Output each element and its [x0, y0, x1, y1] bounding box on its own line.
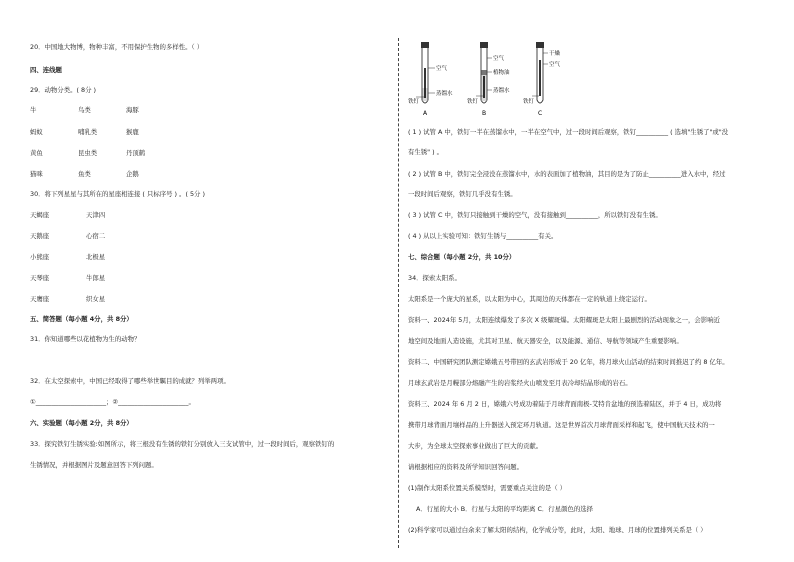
question-33-line-1: 33．探究铁钉生锈实验:如图所示，将三根没有生锈的铁钉分别放入三支试管中，过一段时间后，观察铁钉的 — [30, 440, 335, 448]
material-2-line-2: 月球玄武岩是月幔部分熔融产生的岩浆经火山喷发至月表冷却结晶形成的岩石。 — [408, 379, 632, 387]
section-4-title: 四、连线题 — [30, 66, 62, 74]
label-air-b: 空气 — [493, 56, 505, 62]
question-34: 34．探索太阳系。 — [408, 274, 461, 282]
question-33-4: ( 4 ) 从以上实验可知：铁钉生锈与__________有关。 — [408, 232, 558, 240]
star-row: 天蝎座 天津四 — [30, 211, 106, 219]
label-oil-b: 植物油 — [493, 70, 510, 76]
section-5-title: 五、简答题（每小题 4分，共 8分） — [30, 315, 133, 323]
material-3-line-1: 资料三、2024 年 6 月 2 日，嫦娥六号成功着陆于月球背面南极-艾特肯盆地的预选着陆区，并于 4 日，成功将 — [408, 400, 722, 408]
sub-question-1: (1)制作太阳系位置关系模型时，需要重点关注的是（ ） — [408, 484, 567, 492]
section-6-title: 六、实验题（每小题 2分，共 8分） — [30, 419, 133, 427]
star-row: 小熊座 北极星 — [30, 253, 106, 261]
material-2-line-1: 资料二、中国研究团队测定嫦娥五号带回的玄武岩形成于 20 亿年，将月球火山活动的结束时间推迟了约 8 亿年。 — [408, 358, 729, 366]
material-3-line-2: 携带月球背面月壤样品的上升器送入预定环月轨道。这是世界首次月球背面采样和起飞，使中国航天技术的一 — [408, 421, 715, 429]
label-water-a: 蒸馏水 — [436, 91, 453, 97]
label-nail-b: 铁钉 — [467, 99, 479, 105]
right-column — [408, 0, 778, 562]
label-nail-a: 铁钉 — [408, 99, 420, 105]
test-tube-c — [523, 42, 561, 117]
question-33-2-line-2: 一段时间后观察，铁钉几乎没有生锈。 — [408, 190, 517, 198]
section-7-title: 七、综合题（每小题 2分，共 10分） — [408, 253, 516, 261]
label-air-a: 空气 — [436, 66, 448, 72]
question-32-blanks: ①______________________；②______________________。 — [30, 398, 195, 406]
question-33-3: ( 3 ) 试管 C 中，铁钉只接触到干燥的空气，没有接触到__________，所以铁钉没有生锈。 — [408, 211, 662, 219]
label-air-c: 空气 — [549, 62, 561, 68]
animal-row: 黄鱼 昆虫类 丹顶鹤 — [30, 149, 146, 157]
intro-paragraph: 太阳系是一个庞大的星系，以太阳为中心，其周边的天体都在一定的轨道上绕定运行。 — [408, 295, 651, 303]
star-row: 天鹰座 织女星 — [30, 295, 106, 303]
test-tube-a — [408, 42, 453, 117]
label-nail-c: 铁钉 — [523, 99, 535, 105]
tube-label-a: A — [423, 110, 428, 117]
animal-row: 猫咪 鱼类 企鹅 — [30, 170, 139, 178]
sub-question-2: (2)科学家可以通过白余来了解太阳的结构，化学成分等，此时，太阳、地球、月球的位置排列关系是（ ） — [408, 526, 707, 534]
material-1-line-1: 资料一、2024年 5月，太阳连续爆发了多次 X 级耀斑爆。太阳耀斑是太阳上最剧烈的活动现象之一，会影响近 — [408, 316, 720, 324]
tube-label-b: B — [482, 110, 487, 117]
material-3-line-3: 大步，为全球太空探索事业做出了巨大的贡献。 — [408, 442, 543, 450]
question-33-1-line-1: ( 1 ) 试管 A 中，铁钉一半在蒸馏水中，一半在空气中，过一段时间后观察，铁钉__________ ( 选填"生锈了"或"没 — [408, 128, 729, 136]
question-33-1-line-2: 有生锈" ) 。 — [408, 148, 444, 156]
label-water-b: 蒸馏水 — [493, 88, 510, 94]
question-33-2-line-1: ( 2 ) 试管 B 中，铁钉完全浸没在蒸馏水中，水的表面加了植物油，其目的是为了防止__________进入水中，经过 — [408, 170, 726, 178]
animal-row: 蚂蚁 哺乳类 猴鹿 — [30, 128, 139, 136]
question-32: 32．在太空探索中，中国已经取得了哪些举世瞩目的成就？列举两项。 — [30, 377, 230, 385]
instruction: 请根据相应的资料及所学知识回答问题。 — [408, 463, 524, 471]
question-31: 31．你知道哪些以花植物为生的动物？ — [30, 335, 141, 343]
sub-question-1-options: A．行星的大小 B．行星与太阳的平均距离 C．行星颜色的选择 — [416, 505, 594, 513]
material-1-line-2: 地空间及地面人造设施，尤其对卫星、航天器安全，以及能源、通信、导航等领域产生重要影响。 — [408, 337, 683, 345]
question-29: 29．动物分类。( 8分 ) — [30, 86, 96, 94]
left-column — [30, 0, 380, 562]
test-tube-figure — [408, 40, 578, 118]
test-tube-b — [467, 42, 510, 117]
question-33-line-2: 生锈情况，并根据图片及题意回答下列问题。 — [30, 461, 158, 469]
star-row: 天琴座 牛郎星 — [30, 274, 106, 282]
question-20: 20．中国地大物博，物种丰富，不用保护生物的多样性。（ ） — [30, 43, 204, 51]
question-30: 30．将下列星星与其所在的星座相连接 ( 只标序号 ) 。( 5分 ) — [30, 190, 205, 198]
star-row: 天鹅座 心宿二 — [30, 232, 106, 240]
column-divider — [398, 38, 399, 548]
animal-row: 牛 鸟类 海豚 — [30, 106, 139, 114]
tube-label-c: C — [538, 110, 543, 117]
label-dry: 干燥 — [549, 51, 561, 57]
